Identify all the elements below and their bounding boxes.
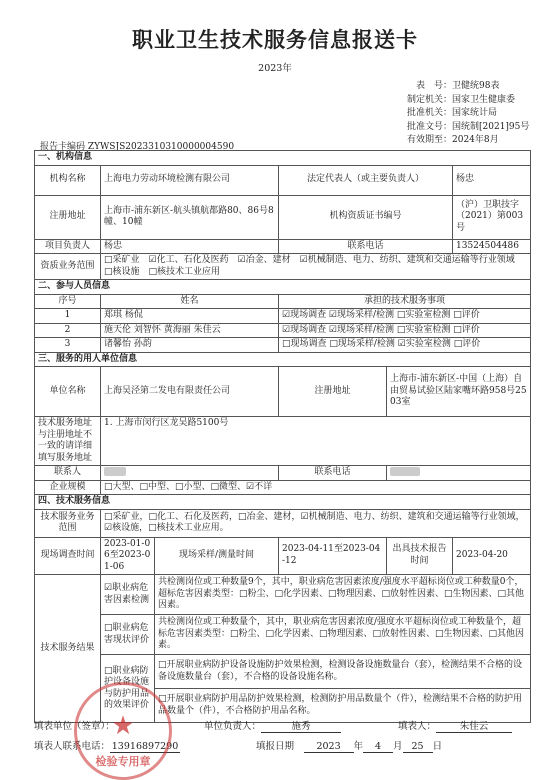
employer-reg-value: 上海市-浦东新区-中国（上海）自由贸易试验区陆家嘴环路958号2503室	[387, 367, 531, 417]
contact-phone-label: 联系电话	[279, 466, 387, 481]
result-protection-evaluation-label: □职业病防护设备设施与防护用品的效果评价	[101, 655, 155, 723]
personnel-no: 2	[35, 323, 101, 338]
cert-no-value: （沪）卫职技字（2021）第003号	[453, 195, 531, 239]
enterprise-size-value: □大型、□中型、□小型、□微型、☑不详	[101, 480, 531, 495]
service-scope-value: □采矿业，□化工、石化及医药，□冶金、建材，☑机械制造、电力、纺织、建筑和交通运输等行业领域，☑核设施，□核技术工业应用。	[101, 509, 531, 537]
project-lead-label: 项目负责人	[35, 239, 101, 254]
col-header-name: 姓名	[101, 294, 279, 309]
reg-address-value: 上海市-浦东新区-航头镇航都路80、86号8幢、10幢	[101, 195, 279, 239]
phone-value: 13524504486	[453, 239, 531, 254]
meta-row	[390, 107, 529, 121]
result-protection-equipment-value: □开展职业病防护设备设施防护效果检测，检测设备设施数量台（套），检测结果不合格的设备设施数量台（套），不合格的设备设施名称。	[155, 655, 531, 689]
personnel-names: 诸馨怡 孙韵	[101, 338, 279, 353]
section-institution-title: 一、机构信息	[35, 151, 531, 166]
personnel-no: 1	[35, 309, 101, 324]
result-hazard-detection-value: 共检测岗位或工种数量9个，其中，职业病危害因素浓度/强度水平超标岗位或工种数量0个，超标危害因素类型：□粉尘、□化学因素、□物理因素、□放射性因素、□生物因素、□其他因素。	[155, 575, 531, 615]
sampling-time-value: 2023-04-11至2023-04-12	[279, 537, 387, 575]
table-row	[35, 323, 531, 338]
unit-leader-label: 单位负责人：	[204, 721, 262, 732]
personnel-items: □现场调查 □现场采样/检测 ☑实验室检测 □评价	[279, 338, 531, 353]
employer-name-label: 单位名称	[35, 367, 101, 417]
seal-star-icon: ★	[111, 711, 135, 741]
reg-address-label: 注册地址	[35, 195, 101, 239]
col-header-items: 承担的技术服务事项	[279, 294, 531, 309]
official-seal	[74, 682, 172, 780]
personnel-no: 3	[35, 338, 101, 353]
contact-value	[101, 466, 279, 481]
document-title: 职业卫生技术服务信息报送卡	[132, 27, 418, 52]
filler-value: 朱佳云	[436, 718, 512, 733]
report-time-label: 出具技术报告时间	[387, 537, 453, 575]
section-service-title: 四、技术服务信息	[35, 495, 531, 510]
personnel-items: ☑现场调查 ☑现场采样/检测 □实验室检测 □评价	[279, 309, 531, 324]
redacted-block	[390, 467, 420, 476]
enterprise-size-label: 企业规模	[35, 480, 101, 495]
form-metadata	[390, 80, 529, 148]
survey-time-label: 现场调查时间	[35, 537, 101, 575]
filler	[398, 718, 512, 733]
employer-name-value: 上海吴泾第二发电有限责任公司	[101, 367, 279, 417]
unit-leader	[204, 718, 341, 733]
fill-date-month: 4	[363, 741, 393, 753]
fill-date-day-unit: 日	[432, 741, 443, 752]
qualification-scope-value: □采矿业 ☑化工、石化及医药 ☑冶金、建材 ☑机械制造、电力、纺织、建筑和交通运输等行业领域 □核设施 □核技术工业应用	[101, 254, 531, 280]
contact-phone-value	[387, 466, 531, 481]
project-lead-value: 杨忠	[101, 239, 279, 254]
meta-value: 卫健统98表	[452, 81, 500, 91]
fill-date-month-unit: 月	[393, 741, 403, 752]
section-personnel-title: 二、参与人员信息	[35, 280, 531, 295]
table-row	[35, 338, 531, 353]
fill-date-year-unit: 年	[353, 741, 364, 752]
personnel-names: 郑琪 杨侃	[101, 309, 279, 324]
meta-key: 有效期至：	[406, 135, 452, 145]
fill-date	[256, 738, 442, 753]
document-year: 2023年	[258, 63, 292, 74]
meta-row	[390, 94, 529, 108]
result-protection-gear-value: □开展职业病防护用品防护效果检测，检测防护用品数量个（件），检测结果不合格的防护用品数量个（件），不合格防护用品名称。	[155, 689, 531, 723]
filler-phone-label: 填表人联系电话：	[34, 741, 111, 752]
meta-value: 国家卫生健康委	[452, 94, 516, 105]
report-form-table	[34, 150, 531, 723]
org-name-value: 上海电力劳动环境检测有限公司	[101, 165, 279, 195]
meta-row	[390, 121, 529, 135]
sampling-time-label: 现场采样/测量时间	[155, 537, 279, 575]
meta-value: 2024年8月	[452, 135, 499, 145]
meta-key: 制定机关：	[406, 94, 452, 105]
col-header-no: 序号	[35, 294, 101, 309]
report-card-code: 报告卡编码 ZYWSJS2023310310000004590	[40, 142, 235, 152]
legal-rep-label: 法定代表人（或主要负责人）	[279, 165, 453, 195]
survey-time-value: 2023-01-06至2023-01-06	[101, 537, 155, 575]
service-result-label: 技术服务结果	[35, 575, 101, 723]
table-row	[35, 309, 531, 324]
meta-key: 批准文号：	[406, 121, 452, 132]
service-scope-label: 技术服务业务范围	[35, 509, 101, 537]
redacted-block	[104, 467, 126, 476]
phone-label: 联系电话	[279, 239, 453, 254]
service-address-value: 1. 上海市闵行区龙吴路5100号	[101, 417, 531, 466]
meta-key: 批准机关：	[406, 108, 452, 118]
section-employer-title: 三、服务的用人单位信息	[35, 352, 531, 367]
report-time-value: 2023-04-20	[453, 537, 531, 575]
meta-value: 国统制[2021]95号	[452, 121, 530, 132]
result-status-evaluation-value: 共检测岗位或工种数量个，其中，职业病危害因素浓度/强度水平超标岗位或工种数量个，超标危害因素类型：□粉尘、□化学因素、□物理因素、□放射性因素、□生物因素、□其他因素。	[155, 615, 531, 655]
filler-phone-value: 13916897290	[111, 741, 179, 752]
meta-row	[390, 134, 529, 148]
employer-reg-label: 注册地址	[279, 367, 387, 417]
meta-value: 国家统计局	[452, 108, 498, 118]
fill-date-label: 填报日期	[256, 741, 295, 752]
meta-row	[390, 80, 529, 94]
unit-leader-value: 施秀	[261, 718, 341, 733]
cert-no-label: 机构资质证书编号	[279, 195, 453, 239]
contact-label: 联系人	[35, 466, 101, 481]
filling-unit-label: 填表单位（签章）：	[34, 721, 115, 732]
filler-label: 填表人：	[398, 721, 437, 732]
org-name-label: 机构名称	[35, 165, 101, 195]
service-address-label: 技术服务地址与注册地址不一致的请详细填写服务地址	[35, 417, 101, 466]
legal-rep-value: 杨忠	[453, 165, 531, 195]
seal-text: 检验专用章	[95, 755, 151, 768]
qualification-scope-label: 资质业务范围	[35, 254, 101, 280]
result-hazard-detection-label: ☑职业病危害因素检测	[101, 575, 155, 615]
result-status-evaluation-label: □职业病危害现状评价	[101, 615, 155, 655]
fill-date-day: 25	[403, 741, 433, 753]
personnel-names: 施天伦 刘智怀 黄海丽 朱佳云	[101, 323, 279, 338]
fill-date-year: 2023	[304, 741, 354, 753]
personnel-items: ☑现场调查 ☑现场采样/检测 □实验室检测 □评价	[279, 323, 531, 338]
meta-key: 表 号：	[415, 81, 452, 91]
